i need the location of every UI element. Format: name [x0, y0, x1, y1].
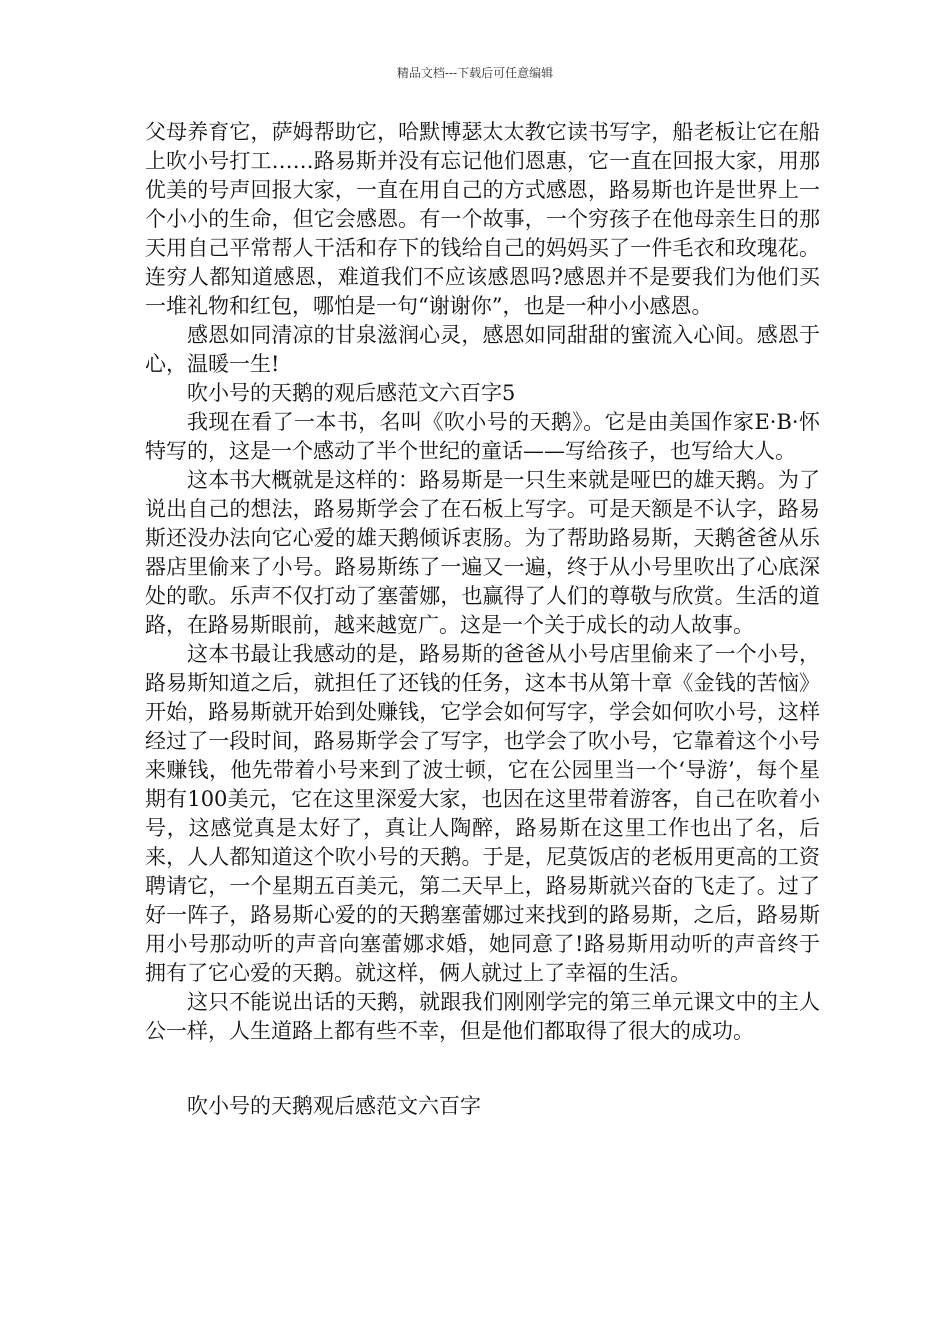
page-header: 精品文档---下载后可任意编辑 [396, 66, 554, 80]
paragraph: 我现在看了一本书，名叫《吹小号的天鹅》。它是由美国作家E·B·怀特写的，这是一个感动了半个世纪的童话——写给孩子，也写给大人。 [145, 410, 820, 463]
paragraph: 这只不能说出话的天鹅，就跟我们刚刚学完的第三单元课文中的主人公一样，人生道路上都有些不幸，但是他们都取得了很大的成功。 [145, 990, 820, 1043]
document-title: 吹小号的天鹅观后感范文六百字 [187, 1094, 481, 1118]
paragraph: 这本书最让我感动的是，路易斯的爸爸从小号店里偷来了一个小号，路易斯知道之后，就担任了还钱的任务，这本书从第十章《金钱的苦恼》开始，路易斯就开始到处赚钱，它学会如何写字，学会如何吹小号，这样经过了一段时间，路易斯学会了写字，也学会了吹小号，它靠着这个小号来赚钱，他先带着小号来到了波士顿，它在公园里当一个‘导游’，每个星期有100美元，它在这里深爱大家，也因在这里带着游客，自己在吹着小号，这感觉真是太好了，真让人陶醉，路易斯在这里工作也出了名，后来，人人都知道这个吹小号的天鹅。于是，尼莫饭店的老板用更高的工资聘请它，一个星期五百美元，第二天早上，路易斯就兴奋的飞走了。过了好一阵子，路易斯心爱的的天鹅塞蕾娜过来找到的路易斯，之后，路易斯用小号那动听的声音向塞蕾娜求婚，她同意了!路易斯用动听的声音终于拥有了它心爱的天鹅。就这样，俩人就过上了幸福的生活。 [145, 642, 820, 985]
paragraph: 感恩如同清凉的甘泉滋润心灵，感恩如同甜甜的蜜流入心间。感恩于心，温暖一生! [145, 323, 820, 376]
paragraph: 这本书大概就是这样的：路易斯是一只生来就是哑巴的雄天鹅。为了说出自己的想法，路易斯学会了在石板上写字。可是天额是不认字，路易斯还没办法向它心爱的雄天鹅倾诉衷肠。为了帮助路易斯，天鹅爸爸从乐器店里偷来了小号。路易斯练了一遍又一遍，终于从小号里吹出了心底深处的歌。乐声不仅打动了塞蕾娜，也赢得了人们的尊敬与欣赏。生活的道路，在路易斯眼前，越来越宽广。这是一个关于成长的动人故事。 [145, 468, 820, 637]
section-heading: 吹小号的天鹅的观后感范文六百字5 [187, 381, 516, 405]
paragraph: 父母养育它，萨姆帮助它，哈默博瑟太太教它读书写字，船老板让它在船上吹小号打工……路易斯并没有忘记他们恩惠，它一直在回报大家，用那优美的号声回报大家，一直在用自己的方式感恩，路易斯也许是世界上一个小小的生命，但它会感恩。有一个故事，一个穷孩子在他母亲生日的那天用自己平常帮人干活和存下的钱给自己的妈妈买了一件毛衣和玫瑰花。连穷人都知道感恩，难道我们不应该感恩吗?感恩并不是要我们为他们买一堆礼物和红包，哪怕是一句“谢谢你”，也是一种小小感恩。 [145, 120, 820, 318]
document-body [145, 118, 820, 1121]
